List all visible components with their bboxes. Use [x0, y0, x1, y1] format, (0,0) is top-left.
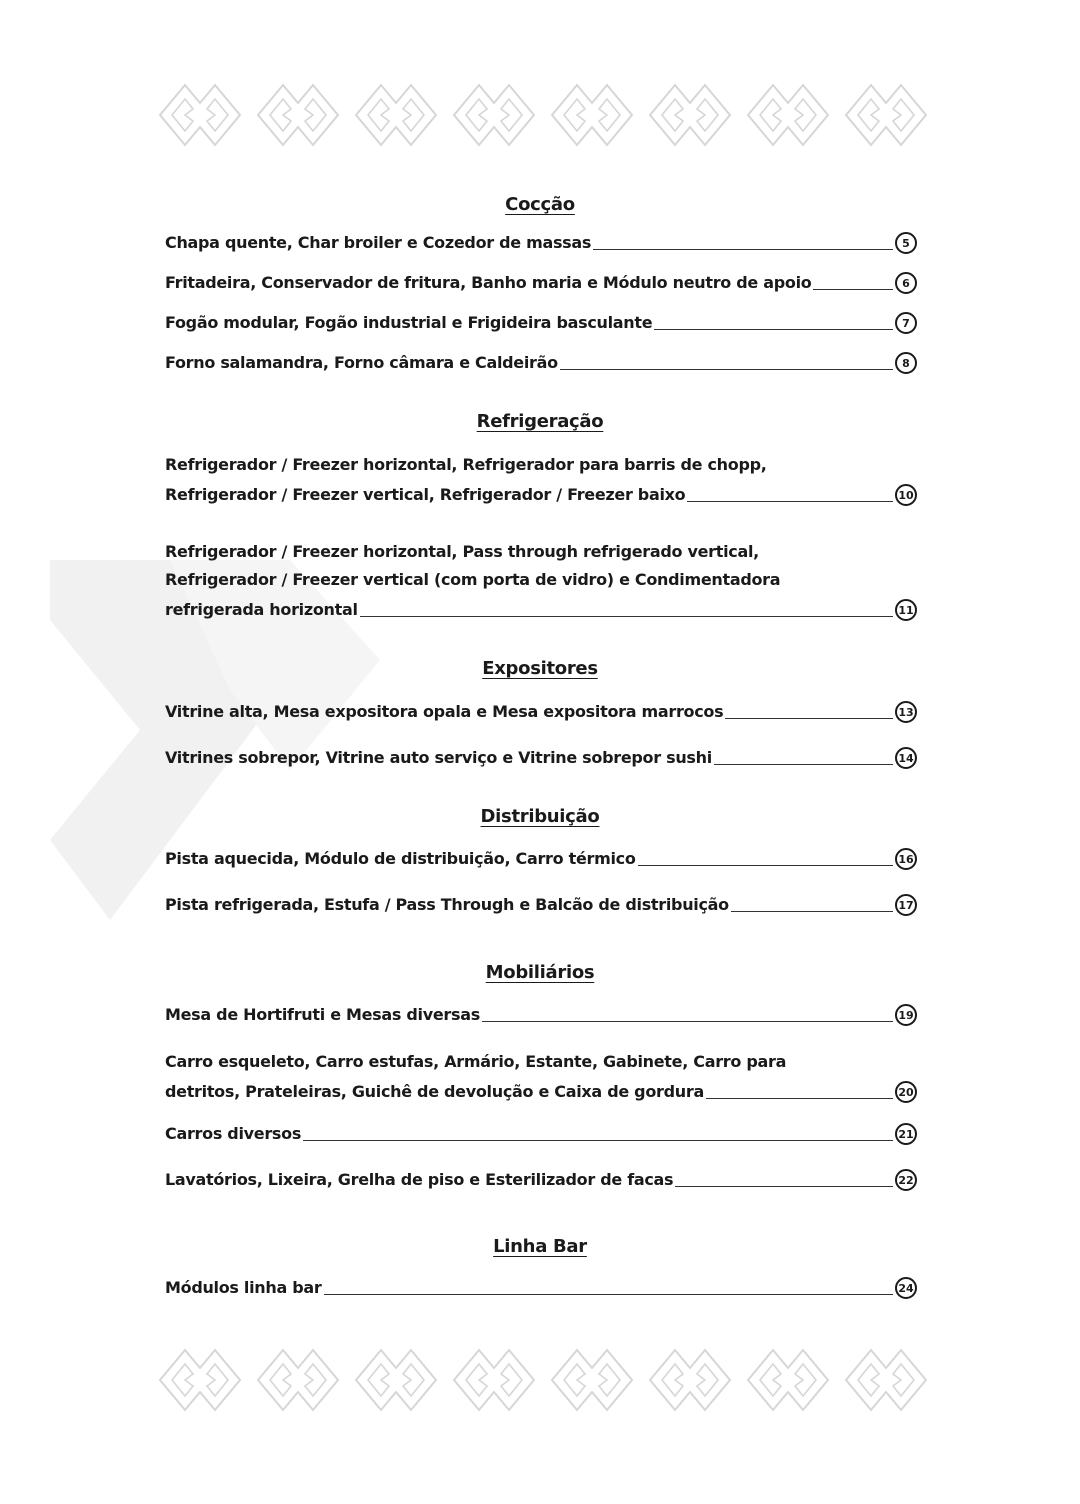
dot-leader [714, 764, 893, 765]
diamond-pattern-icon [150, 1335, 930, 1425]
entry-text-line: Refrigerador / Freezer horizontal, Pass through refrigerado vertical, [165, 542, 759, 561]
dot-leader [560, 369, 893, 370]
entry-text: Vitrines sobrepor, Vitrine auto serviço e Vitrine sobrepor sushi [165, 748, 712, 767]
entry-text: Vitrine alta, Mesa expositora opala e Mesa expositora marrocos [165, 702, 724, 721]
entry-text-line: refrigerada horizontal [165, 600, 358, 619]
page-number-badge: 14 [895, 747, 917, 769]
dot-leader [706, 1098, 893, 1099]
page-number-badge: 19 [895, 1004, 917, 1026]
section-title-coccao: Cocção [505, 194, 575, 215]
section-title-linha-bar: Linha Bar [493, 1236, 587, 1257]
dot-leader [675, 1186, 893, 1187]
entry-text-line: Refrigerador / Freezer vertical (com porta de vidro) e Condimentadora [165, 570, 781, 589]
entry-text: Fogão modular, Fogão industrial e Frigideira basculante [165, 313, 653, 332]
toc-entry[interactable] [165, 843, 917, 873]
dot-leader [324, 1294, 894, 1295]
toc-entry[interactable] [165, 307, 917, 337]
toc-entry[interactable] [165, 267, 917, 297]
diamond-pattern-icon [150, 70, 930, 160]
page-number-badge: 21 [895, 1123, 917, 1145]
page-number-badge: 8 [895, 352, 917, 374]
entry-text: Lavatórios, Lixeira, Grelha de piso e Esterilizador de facas [165, 1170, 674, 1189]
page-number-badge: 16 [895, 848, 917, 870]
dot-leader [593, 249, 893, 250]
toc-entry[interactable] [165, 889, 917, 919]
entry-text: Forno salamandra, Forno câmara e Caldeirão [165, 353, 558, 372]
section-title-mobiliarios: Mobiliários [485, 962, 595, 983]
page-number-badge: 13 [895, 701, 917, 723]
toc-entry[interactable] [165, 347, 917, 377]
dot-leader [303, 1140, 893, 1141]
page-number-badge: 5 [895, 232, 917, 254]
entry-text: Mesa de Hortifruti e Mesas diversas [165, 1005, 480, 1024]
page-number-badge: 20 [895, 1081, 917, 1103]
page-number-badge: 24 [895, 1277, 917, 1299]
page-number-badge: 10 [895, 484, 917, 506]
entry-text: Pista aquecida, Módulo de distribuição, Carro térmico [165, 849, 636, 868]
page-number-badge: 7 [895, 312, 917, 334]
toc-entry[interactable] [165, 1048, 917, 1106]
toc-entry[interactable] [165, 451, 917, 509]
dot-leader [360, 616, 893, 617]
page-number-badge: 11 [895, 599, 917, 621]
toc-entry[interactable] [165, 1272, 917, 1302]
toc-entry[interactable] [165, 742, 917, 772]
entry-text-line: detritos, Prateleiras, Guichê de devolução e Caixa de gordura [165, 1082, 704, 1101]
section-title-distribuicao: Distribuição [480, 806, 600, 827]
toc-entry[interactable] [165, 1164, 917, 1194]
page-number-badge: 22 [895, 1169, 917, 1191]
entry-text-line: Refrigerador / Freezer vertical, Refrigerador / Freezer baixo [165, 485, 686, 504]
dot-leader [725, 718, 893, 719]
entry-text: Módulos linha bar [165, 1278, 322, 1297]
dot-leader [638, 865, 893, 866]
entry-text: Chapa quente, Char broiler e Cozedor de massas [165, 233, 592, 252]
toc-entry[interactable] [165, 999, 917, 1029]
top-pattern-band [150, 70, 930, 160]
page-number-badge: 6 [895, 272, 917, 294]
section-title-expositores: Expositores [482, 658, 598, 679]
entry-text: Pista refrigerada, Estufa / Pass Through e Balcão de distribuição [165, 895, 729, 914]
dot-leader [482, 1021, 893, 1022]
entry-text-line: Refrigerador / Freezer horizontal, Refrigerador para barris de chopp, [165, 455, 767, 474]
dot-leader [731, 911, 893, 912]
entry-text-line: Carro esqueleto, Carro estufas, Armário, Estante, Gabinete, Carro para [165, 1052, 787, 1071]
toc-entry[interactable] [165, 1118, 917, 1148]
section-title-refrigeracao: Refrigeração [476, 411, 604, 432]
bottom-pattern-band [150, 1335, 930, 1425]
dot-leader [813, 289, 893, 290]
toc-entry[interactable] [165, 227, 917, 257]
dot-leader [687, 501, 893, 502]
entry-text: Fritadeira, Conservador de fritura, Banho maria e Módulo neutro de apoio [165, 273, 812, 292]
toc-entry[interactable] [165, 538, 917, 624]
dot-leader [654, 329, 893, 330]
toc-entry[interactable] [165, 696, 917, 726]
page-number-badge: 17 [895, 894, 917, 916]
entry-text: Carros diversos [165, 1124, 302, 1143]
